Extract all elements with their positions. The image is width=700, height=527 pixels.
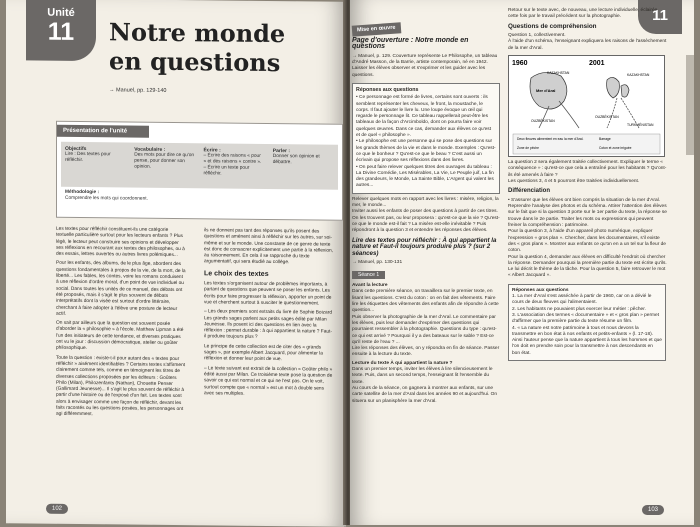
paragraph: Les textes pour réfléchir constituent-ils une catégorie textuelle particulière surtout pour les lecteurs enfants ? Plus lègè, le lecteur peut construire ses opinions et développer ses réflexions en recourant aux textes des philosophes, ou à des essais, lettres ouvertes ou autres livres polémiques... [56,226,185,259]
right-page [350,0,694,525]
col-head: Parler : [272,148,290,155]
seance-badge: Séance 1 [352,271,385,280]
title-line-1: Notre monde [109,17,286,49]
aral-sea-2001 [607,78,629,99]
answer: 4. « La nature est notre patrimoine à tous et nous devons la transmettre en bon état à nos enfants et petits-enfants » (l. 17-18). Ainsi l'auteur pense que la nature appartient à tous les hommes et que l'on doit en prendre soin pour la transmettre à nos descendants en bon état. [512,325,662,356]
page-number-left: 102 [46,504,68,514]
right-column-1 [352,24,500,405]
col-text: Donner son opinion et débattre. [272,154,320,166]
intro-text: → Manuel, p. 129. Couverture représente Le Philosophe, un tableau d'André Masson, de la Barrie, artiste contemporain, né en 1942. Laisser les élèves observer et s'exprimer et les guider avec les questions. [352,53,498,78]
answer: 3. L'association des termes « documentaire » et « gros plan » permet d'affirmer que la première partie du texte résume un film. [512,312,660,325]
col-head: Écrire : [203,147,221,154]
lesson-heading: Lire des textes pour réfléchir : À qui appartient la nature et Faut-il toujours produire plus ? (sur 2 séances) [352,236,497,257]
left-column-1 [56,227,186,423]
diff-text: Pour la question 3, à l'aide d'un appareil photo numérique, expliquer l'expression « gros plan ». Chercher, dans les documentaires, s'il existe des « gros plans ». Montrer aux enfants ce qu'on en a un tel sur la fleur de coton. [508,229,666,254]
extra-text: Inviter aussi les enfants de poser des questions à partir de ces titres. On les trouvent pas, ou leur proposera : qu'est-ce que la vie ? Qu'est-ce que le monde est-il fait ? La misère est-elle inévitable ? Puis répondront à la question 3 et entendre les réponses des élèves. [352,209,500,234]
presentation-col [200,143,269,189]
methodology [65,190,148,203]
presentation-col [61,142,130,188]
legend-item: Deux fleuves alimentent en eau la mer d'Aral. [517,137,584,142]
legend-item: Barrage [599,137,611,142]
right-col-top: Retour sur le texte avec, de nouveau, une lecture individuelle, éclairée cette fois par le travail précédent sur la photographie. [508,8,658,20]
diff-text: Pour la question 4, demander aux élèves en difficulté l'endroit où chercher la réponse. Demander pourquoi la première partie du texte est écrite qu'ils. Le lui décrit le thème de la tâche. Pour la question 5, faire retrouver le mot « Albert Jacquard ». [508,254,667,279]
diff-text: • S'assurer que les élèves ont bien compris la situation de la mer d'Aral. Reprendre l'analyse des photos et du schéma. Attirer l'attention des élèves sur le fait que si la question 3 porte sur le 1er partie du texte, la réponse se trouve dans le 2e partie. Traiter les mots ou expressions qui peuvent freiner la compréhension : patrimoine. [508,197,667,229]
mise-en-oeuvre-banner: Mise en œuvre [352,22,401,36]
label: KAZAKHSTAN [547,71,570,76]
year-left: 1960 [512,60,528,68]
left-column-2 [204,228,334,401]
paragraph: Toute la question : existe-t-il pour autant des « textes pour réfléchir » aisément identifiables ? Certains textes s'affirment clairement comme tels, comme en témoignent les titres de diverses collections proposées par les éditeurs : Goûters Philo (Milan), Philozenfants (Nathan), Chouette Penser (Gallimard Jeunesse)... Il s'agit le plus souvent de réfléchir à partir d'une histoire ou de l'exposé d'un fait. Les textes sont alors à envisager comme une façon de réfléchir, devant les faits racontés ou les questions posées, les personnages ont agi différemment. [56,355,186,418]
s1-heading: Avant la lecture [352,283,388,289]
label: KAZAKHSTAN [627,73,650,78]
page-heading: Page d'ouverture : Notre monde en questions [352,36,469,51]
answers-heading: Réponses aux questions [512,287,569,293]
unit-tab [26,0,96,61]
lesson-ref: → Manuel, pp. 130-131 [352,260,403,266]
left-page [6,0,346,527]
presentation-grid [61,142,338,190]
year-right: 2001 [589,60,605,68]
col-text: – Écrire des raisons « pour » et des raisons « contre ». – Écrire un texte pour réfléchir. [203,153,262,177]
presentation-box [56,121,343,221]
col-text: Lire : Des textes pour réfléchir. [65,151,111,164]
q3-text: Les questions 3, 4 et 5 pourront être traitées individuellement. [508,178,640,184]
answers-heading: Réponses aux questions [356,86,419,93]
label: OUZBÉKISTAN [531,119,555,124]
paragraph: ils ne donnent pas tant des réponses qu'ils posent des questions et amènent ainsi à réfléchir sur les autres, sur soi-même et sur le monde. Une constante de ce genre de texte est donc de consacrer explicitement une partie à la réflexion, au raisonnement. En cela il se rapproche du texte argumentatif, qui sera étudié au collège. [204,228,334,266]
paragraph: Le principe de cette collection est de citer des « grands sages », par exemple Albert Jacquard, pour alimenter la réflexion et donner leur point de vue. [204,344,323,363]
col-text: Des mots pour dire ce qu'on pense, pour donner son opinion. [134,152,195,170]
s2-heading: Lecture du texte À qui appartient la nature ? [352,360,453,366]
differenciation-heading: Différenciation [508,188,551,195]
unit-tab-right: 11 [638,0,682,34]
q1-text: À l'aide d'un schéma, l'enseignant expliquera les raisons de l'assèchement de la mer d'Aral. [508,39,667,51]
unit-label: Unité [47,6,75,19]
col-head: Objectifs [65,145,87,153]
manual-reference: → Manuel, pp. 129-140 [109,87,167,94]
paragraph: On sait par ailleurs que la question est souvent posée d'aborder la « philosophie » à l'école. Matthew Lipman a été l'un des initiateurs de cette tendance, et diverses pratiques ont vu le jour : discussion démocratique, atelier ou goûter philosophique. [56,320,184,352]
answer: • On peut faire relever quelques titres des ouvrages du tableau : La Divine Comédie, Les Misérables, La Vie, Le Peuple juif, La fin des grandeurs, le Monde, La Sainte Bible, L'Argent qui valent les autres... [356,164,494,189]
s2-text: Dans un premier temps, inviter les élèves à lire silencieusement le texte. Puis, dans un second temps, l'enseignant lit l'ensemble du texte. [352,367,493,385]
q2-text: La question 2 sera également traitée collectivement. Expliquer le terme « conséquence » : qu'est-ce que cela a entraîné pour les habitants ? Qu'ont-ils été amenés à faire ? [508,160,667,178]
answer: • Ce personnage est formé de livres, certains sont ouverts : ils semblent représenter les cheveux, le front, la moustache, le corps. Il faut ajouter le livre lu. Une loupe évoque un œil qui regarde le personnage lit. Ce tableau rappellerait peut-être les tableaux de la façon d'Arcimboldo, dont on pourra faire voir quelques œuvres. Dans ce cas, demander aux élèves ce qu'est et de quel « philosophe ». [356,95,492,139]
s1-extra2: Lire les réponses des élèves, on y répondra en fin de séance. Passer ensuite à la lecture du texte. [352,346,500,358]
title-line-2: en questions [109,46,281,78]
s1-text: Dans cette première séance, on travaillera sur le premier texte, en lisant les questions. C'est du coton : on en fait des vêtements. Faire lire les étiquettes des vêtements des enfants afin de répondre à cette question... [352,289,499,314]
legend-item: Zone de pêche [517,146,539,151]
presentation-col [130,143,199,189]
label: TURKMÉNISTAN [627,123,654,128]
paragraph: Pour les enfants, des albums, de le plus âge, abordent des questions fondamentales à propos de la vie, de la mort, de la liberté... Les fables, les contes, voire les romans conduisent à une réflexion d'ordre moral, d'un point de vue individuel ou social. Dans toutes les unités de ce manuel, des débats ont été proposés, mais il s'agit le plus souvent de débats interprétatifs dont la visée est surtout d'ordre littéraire, cherchant à faire adopter à l'élève une posture de lecteur actif. [56,261,186,317]
aral-map-svg [509,56,664,156]
answer: 2. Les habitants ne pouvaient plus exercer leur métier : pêcher. [512,306,646,312]
paragraph: Les textes s'organisent autour de problèmes importants, à partant de questions que peuvent se poser les enfants. Les écrits pour faire progresser la réflexion, apporter un point de vue et cherchent surtout à susciter le questionnement. [204,281,332,307]
unit-title [109,17,329,77]
presentation-col [269,144,338,190]
paragraph: – Le texte suivant est extrait de la collection « Goûter philo » édité aussi par Milan. Ce troisième texte pose la question de savoir ce qui est normal et ce qui ne l'est pas. On le voit, surtout compte que « normal » est un mot à double sens avec ses multiples. [204,365,333,397]
answer: 1. La mer d'Aral s'est asséchée à partir de 1960, car on a dévié le cours de deux fleuves qui l'alimentaient. [512,294,652,306]
s1-extra: Puis observer la photographie de la mer d'Aral. Le commentaire par les élèves, puis leur demander d'exprimer des questions qui pourraient ressembler à la photographie. Questions du type : qu'est-ce qui est arrivé ? Pourquoi il y a des bateaux sur le sable ? Est-ce qu'il reste de l'eau ? ... [352,314,497,345]
paragraph: – Les deux premiers sont extraits du livre de Sophie Boizard Les grands sages parlent aux petits sages édité par Milan Jeunesse. Ils posent ici des questions en lien avec la réflexion : permet durable : à qui appartient la nature ? Faut-il produire toujours plus ? [204,309,332,341]
answers-box-2 [508,284,666,361]
right-column-2 [508,8,668,361]
unit-number: 11 [47,17,75,46]
questions-heading: Questions de compréhension [508,22,597,30]
legend-item: Coton et zone irriguée [599,146,632,151]
s2-text2: Au cours de la séance, on gagnera à montrer aux enfants, sur une carte satellite de la mer d'Aral dans les années 90 et aujourd'hui. On situera sur un planisphère la mer d'Aral. [352,385,498,404]
q1: Question 1, collectivement. [508,33,566,39]
extra-text: Relever quelques mots en rapport avec les livres : misère, religion, la mer, le monde... [352,196,499,209]
aral-diagram [508,55,665,157]
label: OUZBÉKISTAN [595,115,619,120]
label: Mer d'Aral [536,88,556,94]
presentation-heading: Présentation de l'unité [57,125,149,138]
method-text: Comprendre les mots qui coordonnent. [65,195,148,202]
col-head: Vocabulaire : [134,146,166,153]
page-number-right: 103 [642,505,664,515]
section-title: Le choix des textes [204,270,269,278]
side-tab [686,55,694,155]
method-head: Méthodologie : [65,189,100,196]
answer: • Le philosophe est une personne qui se pose des questions sur les grands thèmes de la vie et dans le monde. Exemples : Qu'est-ce que le bonheur ? Qu'est-ce que le beau ? C'est aussi un écrivain qui propose ses réflexions dans des livres. [356,139,496,164]
answers-box [352,83,500,194]
